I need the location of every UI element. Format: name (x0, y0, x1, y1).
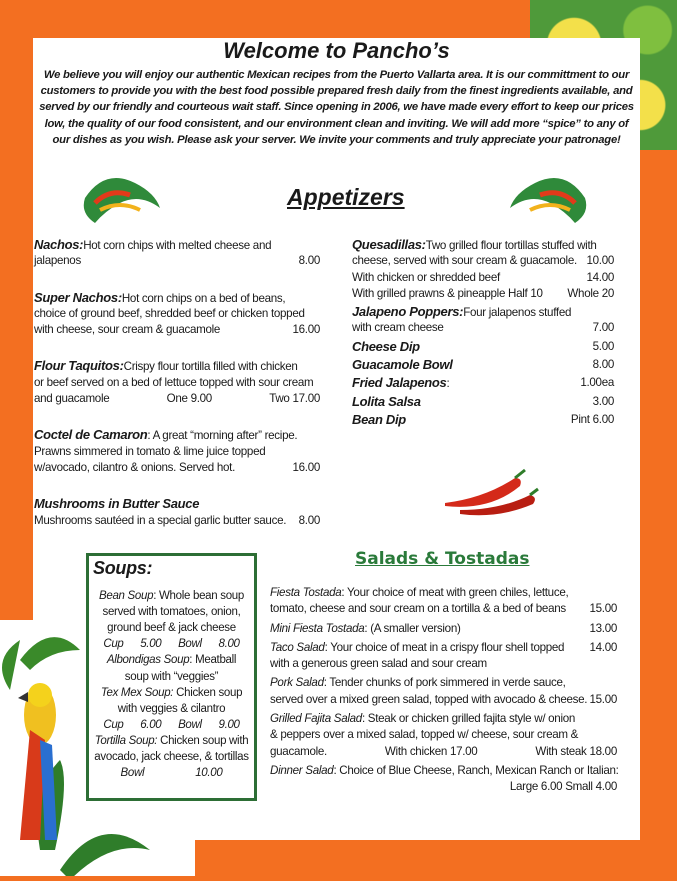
item-desc: : Choice of Blue Cheese, Ranch, Mexican Ranch or Italian: (333, 763, 619, 777)
menu-item (34, 290, 320, 339)
soup-name: Albondigas Soup (106, 654, 190, 667)
item-desc: with cream cheese (352, 321, 444, 335)
menu-item (352, 394, 614, 410)
item-line (352, 357, 614, 373)
item-price: 14.00 (586, 270, 614, 284)
item-line (270, 585, 617, 601)
soup-line (89, 733, 254, 749)
swirl-ornament-right-icon (505, 168, 595, 226)
item-desc: & peppers over a mixed salad, topped w/ cheese, sour cream & (270, 728, 579, 742)
item-line (34, 290, 320, 306)
item-line (270, 601, 617, 617)
item-desc: Mushrooms sautéed in a special garlic butter sauce. (34, 513, 287, 527)
item-name: Mushrooms in Butter Sauce (34, 496, 200, 512)
soup-desc: with veggies & cilantro (117, 702, 226, 715)
item-line (34, 460, 320, 476)
item-price: 16.00 (292, 323, 320, 337)
item-line (352, 320, 614, 336)
item-line (270, 692, 617, 708)
soup-price: Bowl (178, 638, 202, 651)
item-line (34, 427, 320, 443)
item-line (352, 375, 614, 391)
item-line (34, 375, 320, 391)
item-name: Taco Salad (270, 640, 325, 654)
soup-line (89, 669, 254, 685)
item-line (34, 391, 320, 407)
chili-peppers-icon (440, 468, 540, 518)
menu-item (270, 711, 617, 760)
soup-line (89, 652, 254, 668)
item-text (270, 675, 566, 691)
item-line (34, 253, 320, 269)
soup-desc: soup with “veggies” (124, 670, 219, 683)
item-desc: tomato, cheese and sour cream on a tortilla & a bed of beans (270, 602, 566, 616)
soups-title: Soups: (93, 558, 153, 578)
item-name: Lolita Salsa (352, 393, 421, 409)
soup-price: 10.00 (195, 767, 223, 780)
item-desc: w/avocado, cilantro & onions. Served hot. (34, 460, 236, 474)
appetizers-right-column (352, 237, 614, 428)
item-name: Grilled Fajita Salad (270, 712, 362, 726)
item-text (270, 763, 619, 779)
menu-item (270, 640, 617, 673)
soup-price: Cup (103, 638, 124, 651)
item-desc: : Steak or chicken grilled fajita style w/ onion (361, 712, 576, 726)
item-text (34, 496, 199, 512)
item-price: Pint 6.00 (570, 412, 614, 426)
soup-price: 6.00 (140, 718, 162, 731)
soup-item (89, 588, 254, 652)
soup-name: Bean Soup (98, 590, 154, 603)
item-line (34, 444, 320, 460)
bottom-border (195, 840, 677, 876)
item-line (270, 744, 617, 760)
soup-item (89, 685, 254, 733)
soup-price: Bowl (120, 767, 145, 780)
item-desc: : (A smaller version) (364, 621, 461, 635)
item-price: 16.00 (292, 460, 320, 474)
soup-line (89, 588, 254, 604)
item-price: 14.00 (589, 640, 617, 654)
item-line (270, 621, 617, 637)
swirl-ornament-left-icon (75, 168, 165, 226)
item-desc: : (446, 377, 450, 391)
item-name: Super Nachos: (34, 289, 122, 305)
item-text (270, 621, 461, 637)
item-price: Two 17.00 (269, 392, 320, 406)
menu-item (352, 304, 614, 337)
soup-item (89, 733, 254, 781)
menu-item (352, 412, 614, 428)
soup-desc: : Meatball (189, 654, 237, 667)
item-line (352, 286, 614, 302)
item-name: Dinner Salad (270, 763, 334, 777)
item-name: Nachos: (34, 237, 84, 252)
item-line (34, 322, 320, 338)
item-text (270, 585, 568, 601)
soup-price: Bowl (178, 718, 202, 731)
soup-line (89, 620, 254, 636)
item-desc: : A great “morning after” recipe. (147, 429, 298, 443)
soup-name: Tortilla Soup: (94, 734, 158, 747)
item-line (270, 763, 617, 779)
item-name: Jalapeno Poppers: (352, 304, 464, 320)
intro-text: We believe you will enjoy our authentic Mexican recipes from the Puerto Vallarta area. It is our committment to our customers to provide you with the best food possible prepared fresh daily from the finest ingredients available, and served by our friendly and courteous wait staff. Since opening in 2006, we have made every effort to keep our prices low, the quality of our food consistent, and our environment clean and inviting. We will add more “spice” to any of our dishes as you wish. Please ask your server. We invite your comments and truly appreciate your patronage! (39, 69, 634, 146)
menu-item (270, 621, 617, 637)
item-desc: : Your choice of meat with green chiles, lettuce, (341, 586, 569, 599)
item-text (34, 237, 271, 253)
item-line (270, 727, 617, 743)
item-desc: Four jalapenos stuffed (463, 306, 572, 320)
item-price: 13.00 (589, 621, 617, 635)
item-text (352, 339, 420, 355)
soup-item (89, 652, 254, 684)
item-desc: guacamole. (270, 744, 327, 758)
menu-item (34, 358, 320, 407)
menu-item (352, 357, 614, 373)
item-name: Fiesta Tostada (270, 586, 342, 599)
menu-item (352, 339, 614, 355)
item-line (270, 640, 617, 656)
soup-line (89, 701, 254, 717)
item-desc: or beef served on a bed of lettuce topped with sour cream (34, 375, 314, 389)
item-price: 7.00 (592, 321, 614, 335)
item-text (34, 358, 298, 374)
item-text (270, 640, 564, 656)
item-name: Guacamole Bowl (352, 357, 453, 373)
item-text (34, 427, 297, 443)
soup-prices (89, 636, 254, 652)
item-line (34, 513, 320, 529)
item-desc: Hot corn chips on a bed of beans, (121, 291, 286, 305)
item-name: Fried Jalapenos (352, 375, 447, 391)
soup-prices (89, 765, 254, 781)
item-price: 8.00 (592, 358, 614, 372)
item-price: With steak 18.00 (535, 744, 617, 758)
item-line (270, 711, 617, 727)
soup-prices (89, 717, 254, 733)
menu-item (270, 763, 617, 796)
soup-desc: avocado, jack cheese, & tortillas (94, 751, 249, 764)
item-text (352, 375, 449, 391)
item-desc: with a generous green salad and sour cream (270, 657, 487, 671)
item-line (34, 496, 320, 512)
item-line (352, 394, 614, 410)
item-desc: and guacamole (34, 392, 110, 406)
item-desc: Hot corn chips with melted cheese and (83, 239, 272, 252)
item-desc: Prawns simmered in tomato & lime juice topped (34, 444, 266, 458)
item-desc: : Your choice of meat in a crispy flour shell topped (324, 640, 565, 654)
item-desc: with cheese, sour cream & guacamole (34, 323, 221, 337)
item-name: Pork Salad (270, 676, 324, 690)
item-text (270, 711, 575, 727)
soup-line (89, 685, 254, 701)
item-desc: jalapenos (34, 254, 81, 268)
page-title: Welcome to Pancho’s (223, 38, 450, 63)
soup-price: Cup (103, 718, 124, 731)
soup-desc: served with tomatoes, onion, (102, 606, 241, 619)
item-line (352, 412, 614, 428)
item-line (270, 675, 617, 691)
item-line (352, 237, 614, 253)
item-desc: Crispy flour tortilla filled with chicken (123, 360, 298, 374)
item-desc: Two grilled flour tortillas stuffed with (425, 239, 597, 252)
soup-price: 9.00 (218, 718, 240, 731)
item-price: 15.00 (589, 692, 617, 706)
soup-line (89, 749, 254, 765)
appetizers-title: Appetizers (287, 184, 405, 210)
soup-price: 8.00 (218, 638, 240, 651)
item-desc: With chicken or shredded beef (352, 270, 500, 284)
item-line (34, 358, 320, 374)
item-text (34, 290, 285, 306)
item-price: One 9.00 (166, 392, 212, 406)
item-name: Mini Fiesta Tostada (270, 621, 365, 635)
soup-desc: Chicken soup (173, 686, 243, 699)
item-name: Flour Taquitos: (34, 358, 124, 374)
soups-box (86, 553, 257, 801)
item-price: Large 6.00 Small 4.00 (509, 780, 617, 794)
item-line (352, 253, 614, 269)
soup-name: Tex Mex Soup: (100, 686, 174, 699)
item-name: Coctel de Camaron (34, 427, 148, 443)
item-price: 15.00 (589, 602, 617, 616)
menu-item (270, 585, 617, 618)
item-line (352, 270, 614, 286)
item-line (34, 237, 320, 253)
item-text (352, 357, 453, 373)
item-line (270, 779, 617, 795)
item-text (352, 394, 421, 410)
soup-line (89, 604, 254, 620)
soup-desc: Chicken soup with (157, 734, 249, 747)
menu-item (34, 237, 320, 270)
item-desc: choice of ground beef, shredded beef or chicken topped (34, 306, 305, 320)
item-line (352, 339, 614, 355)
item-price: 8.00 (298, 254, 320, 268)
item-price: 3.00 (592, 394, 614, 408)
item-name: Cheese Dip (352, 338, 420, 354)
appetizers-left-column (34, 237, 320, 529)
menu-item (270, 675, 617, 708)
item-price: Whole 20 (567, 286, 614, 300)
soup-desc: : Whole bean soup (153, 590, 245, 603)
menu-item (352, 237, 614, 302)
item-price: 8.00 (298, 513, 320, 527)
menu-item (352, 375, 614, 391)
menu-item (34, 427, 320, 476)
item-name: Bean Dip (352, 411, 406, 427)
menu-item (34, 496, 320, 529)
item-desc: With grilled prawns & pineapple Half 10 (352, 286, 543, 300)
item-name: Quesadillas: (352, 237, 426, 252)
soup-price: 5.00 (140, 638, 162, 651)
item-desc: served over a mixed green salad, topped with avocado & cheese. (270, 692, 588, 706)
item-price: With chicken 17.00 (384, 744, 478, 758)
item-desc: cheese, served with sour cream & guacamole. (352, 254, 577, 268)
item-line (34, 306, 320, 322)
item-text (352, 237, 597, 253)
item-line (352, 304, 614, 320)
salads-column (270, 585, 617, 796)
item-price: 1.00ea (580, 376, 614, 390)
item-line (270, 656, 617, 672)
item-price: 10.00 (586, 254, 614, 268)
item-text (352, 412, 406, 428)
item-text (352, 304, 571, 320)
item-price: 5.00 (592, 339, 614, 353)
salads-title: Salads & Tostadas (355, 549, 530, 569)
soup-desc: ground beef & jack cheese (107, 622, 236, 635)
item-desc: : Tender chunks of pork simmered in verde sauce, (323, 676, 566, 690)
